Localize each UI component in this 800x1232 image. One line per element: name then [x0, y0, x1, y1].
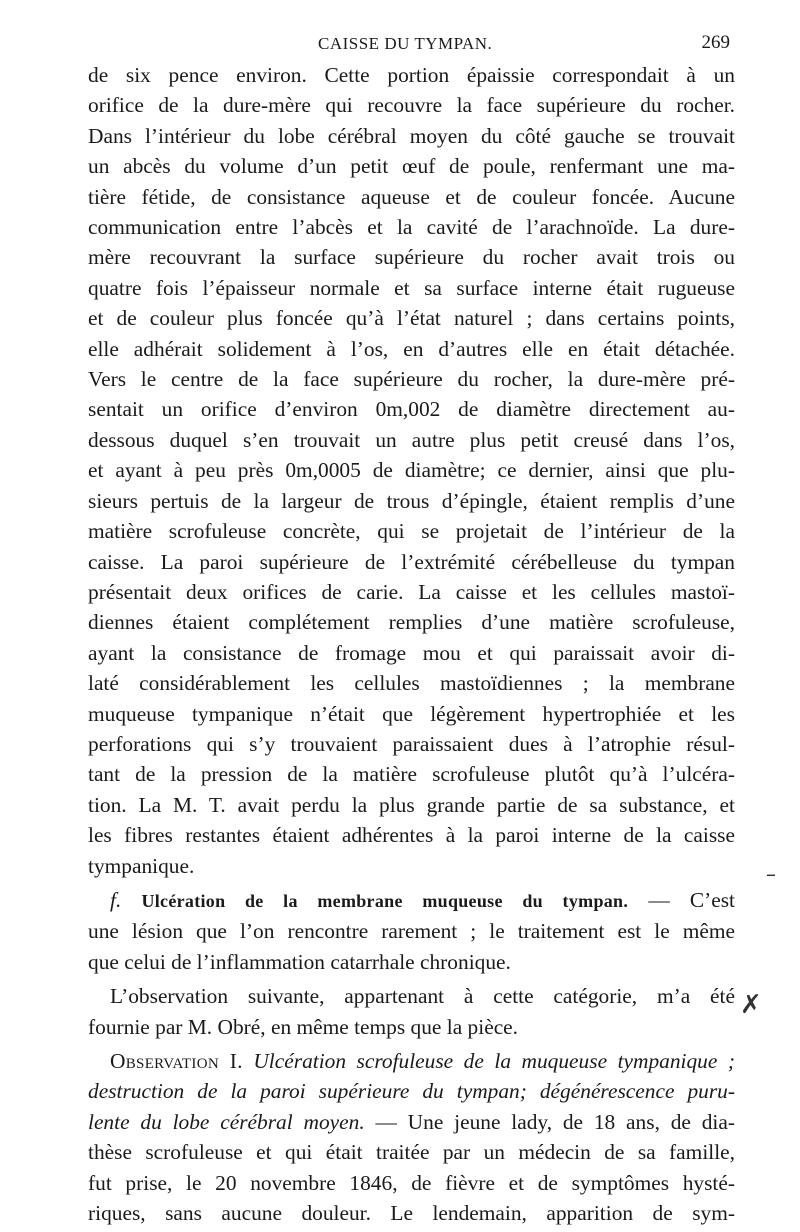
text-line: fournie par M. Obré, en même temps que la pièce.	[88, 1014, 519, 1039]
text-line: thèse scrofuleuse et qui était traitée par un médecin de sa famille,	[88, 1140, 735, 1165]
paragraph-ulceration	[88, 885, 735, 977]
text-line: matière scrofuleuse concrète, qui se projetait de l’intérieur de la	[88, 519, 735, 544]
text-line: Dans l’intérieur du lobe cérébral moyen du côté gauche se trouvait	[88, 123, 735, 148]
text-line: L’observation suivante, appartenant à cette catégorie, m’a été	[110, 984, 735, 1009]
text-line: elle adhérait solidement à l’os, en d’autres elle en était détachée.	[88, 336, 735, 361]
text-line: une lésion que l’on rencontre rarement ; le traitement est le même	[88, 919, 735, 944]
observation-label: Observation I.	[110, 1049, 243, 1073]
text-line: et de couleur plus foncée qu’à l’état naturel ; dans certains points,	[88, 306, 735, 331]
text-line: les fibres restantes étaient adhérentes à la paroi interne de la caisse	[88, 823, 735, 848]
text-line: ayant la consistance de fromage mou et qui paraissait avoir di-	[88, 640, 735, 665]
text-line: diennes étaient complétement remplies d’une matière scrofuleuse,	[88, 610, 735, 635]
text-line: muqueuse tympanique n’était que légèrement hypertrophiée et les	[88, 701, 735, 726]
text-line: perforations qui s’y trouvaient paraissaient dues à l’atrophie résul-	[88, 731, 735, 756]
observation-title-end: lente du lobe cérébral moyen.	[88, 1109, 365, 1134]
text-line: un abcès du volume d’un petit œuf de poule, renfermant une ma-	[88, 154, 735, 179]
text-line: quatre fois l’épaisseur normale et sa surface interne était rugueuse	[88, 275, 735, 300]
paragraph-autopsy	[88, 60, 735, 881]
text-line: destruction de la paroi supérieure du tympan; dégénérescence puru-	[88, 1079, 735, 1104]
margin-dash-mark: –	[766, 862, 776, 886]
text-fragment: — Une jeune lady, de 18 ans, de dia-	[375, 1109, 735, 1134]
text-line: tion. La M. T. avait perdu la plus grande partie de sa substance, et	[88, 792, 735, 817]
text-line: mère recouvrant la surface supérieure du rocher avait trois ou	[88, 245, 735, 270]
running-title: CAISSE DU TYMPAN.	[318, 34, 493, 53]
text-line: Vers le centre de la face supérieure du rocher, la dure-mère pré-	[88, 367, 735, 392]
text-line: de six pence environ. Cette portion épaissie correspondait à un	[88, 63, 735, 87]
text-line: dessous duquel s’en trouvait un autre plus petit creusé dans l’os,	[88, 427, 735, 452]
text-line: sentait un orifice d’environ 0m,002 de diamètre directement au-	[88, 397, 735, 422]
text-line	[88, 885, 735, 916]
text-line: laté considérablement les cellules mastoïdiennes ; la membrane	[88, 671, 735, 696]
section-heading: Ulcération de la membrane muqueuse du tympan.	[141, 890, 629, 911]
text-line: riques, sans aucune douleur. Le lendemain, apparition de sym-	[88, 1201, 735, 1226]
text-line	[88, 1046, 735, 1076]
text-line: communication entre l’abcès et la cavité de l’arachnoïde. La dure-	[88, 215, 735, 240]
page-number: 269	[701, 32, 730, 53]
paragraph-observation-intro	[88, 981, 735, 1042]
section-letter: f.	[110, 887, 122, 912]
paragraph-observation-1	[88, 1046, 735, 1228]
page-header	[88, 30, 732, 58]
text-line: que celui de l’inflammation catarrhale chronique.	[88, 949, 511, 974]
text-line: tant de la pression de la matière scrofuleuse plutôt qu’à l’ulcéra-	[88, 762, 735, 787]
text-line: caisse. La paroi supérieure de l’extrémité cérébelleuse du tympan	[88, 549, 735, 574]
text-line: présentait deux orifices de carie. La caisse et les cellules mastoï-	[88, 579, 735, 604]
margin-cross-mark: ✗	[740, 990, 762, 1020]
text-line: tière fétide, de consistance aqueuse et de couleur foncée. Aucune	[88, 184, 735, 209]
text-line	[88, 1107, 735, 1137]
text-fragment: — C’est	[648, 887, 735, 912]
text-line: orifice de la dure-mère qui recouvre la face supérieure du rocher.	[88, 93, 735, 118]
text-line: sieurs pertuis de la largeur de trous d’épingle, étaient remplis d’une	[88, 488, 735, 513]
text-line: et ayant à peu près 0m,0005 de diamètre; ce dernier, ainsi que plu-	[88, 458, 735, 483]
text-line: tympanique.	[88, 853, 195, 878]
text-line: fut prise, le 20 novembre 1846, de fièvre et de symptômes hysté-	[88, 1170, 735, 1195]
body-text	[88, 60, 735, 1232]
observation-title: Ulcération scrofuleuse de la muqueuse tympanique ;	[253, 1049, 736, 1073]
